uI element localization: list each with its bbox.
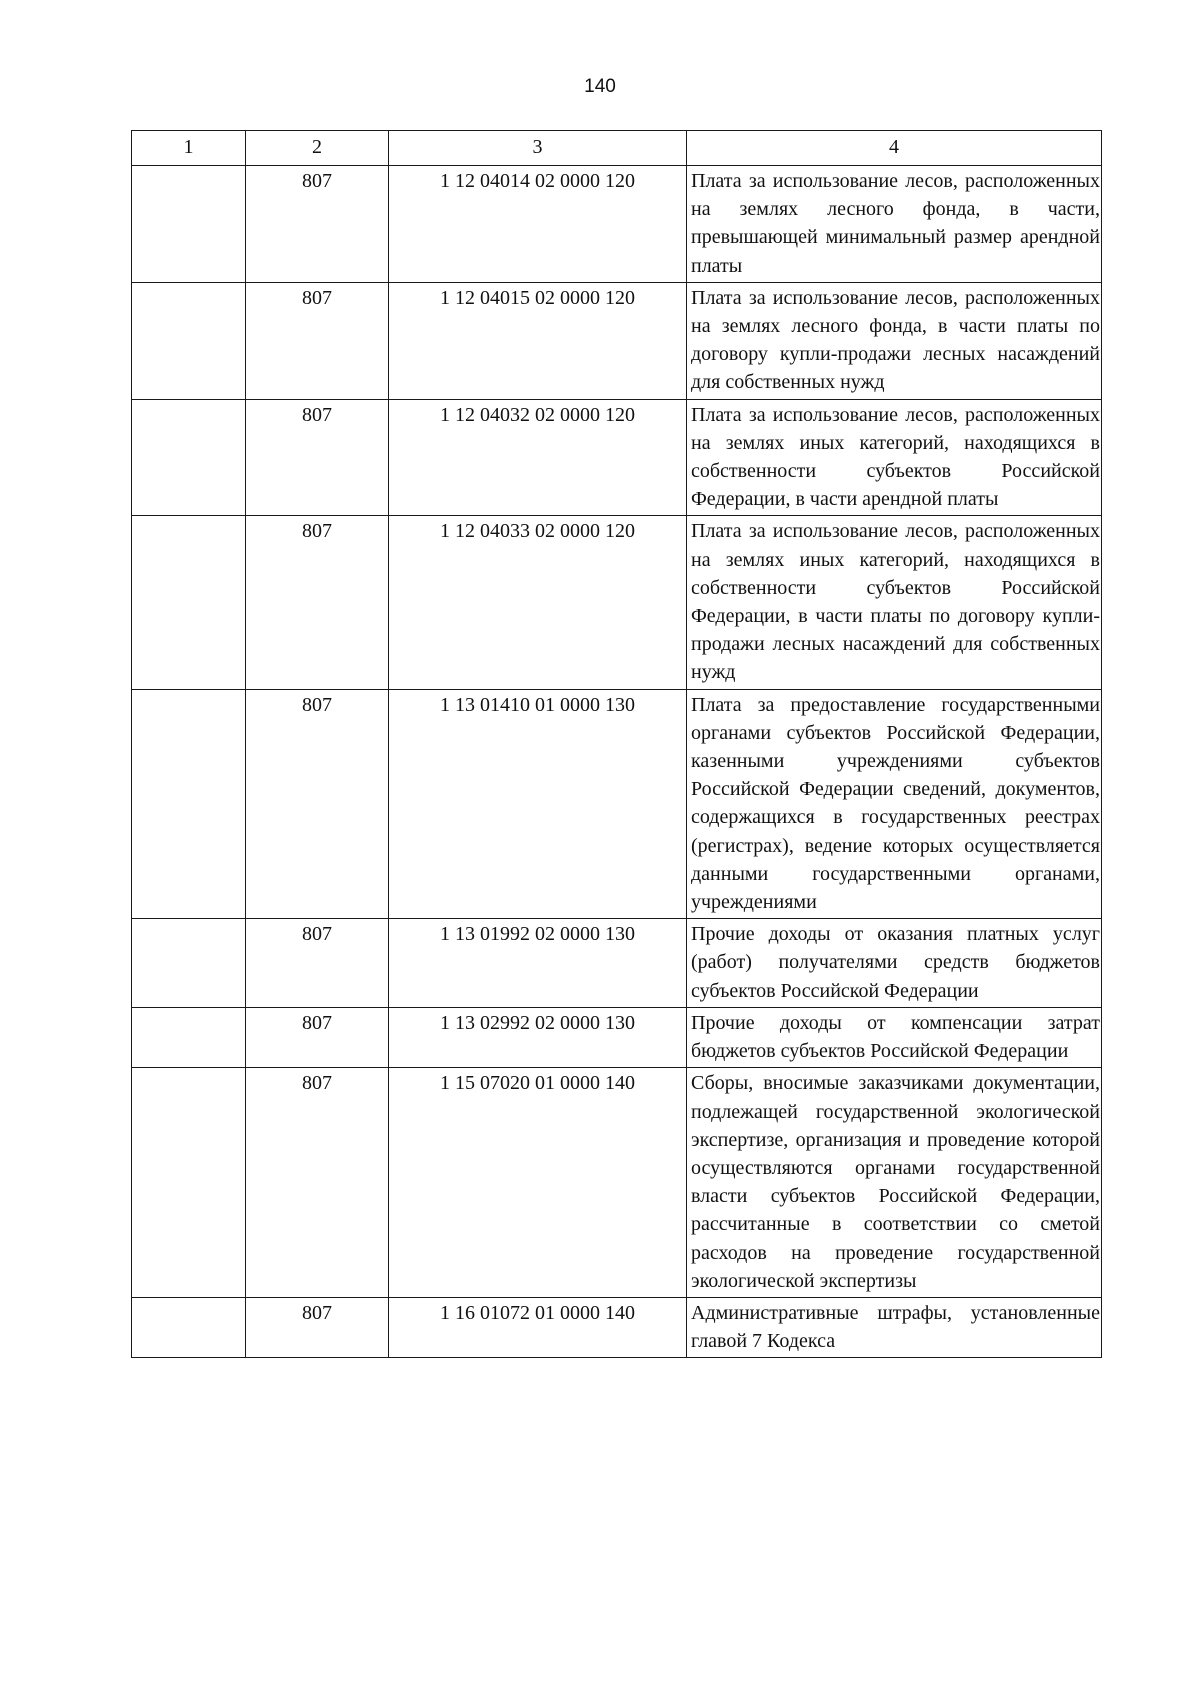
table-row [132, 166, 1102, 283]
administrator-code-cell: 807 [246, 689, 389, 919]
description-cell: Плата за использование лесов, расположенных на землях иных категорий, находящихся в собственности субъектов Российской Федерации, в части арендной платы [687, 399, 1102, 516]
budget-code-cell: 1 13 02992 02 0000 130 [389, 1007, 687, 1067]
table-header-row [132, 131, 1102, 166]
row-number-cell [132, 1068, 246, 1298]
table-row [132, 919, 1102, 1008]
administrator-code-cell: 807 [246, 166, 389, 283]
table-row [132, 282, 1102, 399]
column-header-3: 3 [389, 131, 687, 166]
table-row [132, 399, 1102, 516]
row-number-cell [132, 282, 246, 399]
description-cell: Прочие доходы от компенсации затрат бюджетов субъектов Российской Федерации [687, 1007, 1102, 1067]
administrator-code-cell: 807 [246, 919, 389, 1008]
table-row [132, 689, 1102, 919]
administrator-code-cell: 807 [246, 282, 389, 399]
description-cell: Плата за использование лесов, расположенных на землях лесного фонда, в части платы по договору купли-продажи лесных насаждений для собственных нужд [687, 282, 1102, 399]
column-header-2: 2 [246, 131, 389, 166]
row-number-cell [132, 1007, 246, 1067]
table-row [132, 516, 1102, 689]
description-cell: Плата за использование лесов, расположенных на землях лесного фонда, в части, превышающей минимальный размер арендной платы [687, 166, 1102, 283]
budget-code-cell: 1 15 07020 01 0000 140 [389, 1068, 687, 1298]
table-row [132, 1007, 1102, 1067]
column-header-4: 4 [687, 131, 1102, 166]
budget-code-cell: 1 12 04015 02 0000 120 [389, 282, 687, 399]
row-number-cell [132, 1297, 246, 1357]
description-cell: Прочие доходы от оказания платных услуг (работ) получателями средств бюджетов субъектов Российской Федерации [687, 919, 1102, 1008]
description-cell: Плата за предоставление государственными органами субъектов Российской Федерации, казенными учреждениями субъектов Российской Федерации сведений, документов, содержащихся в государственных реестрах (регистрах), ведение которых осуществляется данными государственными органами, учреждениями [687, 689, 1102, 919]
row-number-cell [132, 689, 246, 919]
budget-code-cell: 1 13 01992 02 0000 130 [389, 919, 687, 1008]
description-cell: Плата за использование лесов, расположенных на землях иных категорий, находящихся в собственности субъектов Российской Федерации, в части платы по договору купли-продажи лесных насаждений для собственных нужд [687, 516, 1102, 689]
administrator-code-cell: 807 [246, 516, 389, 689]
row-number-cell [132, 166, 246, 283]
table-row [132, 1297, 1102, 1357]
row-number-cell [132, 516, 246, 689]
column-header-1: 1 [132, 131, 246, 166]
administrator-code-cell: 807 [246, 1007, 389, 1067]
administrator-code-cell: 807 [246, 399, 389, 516]
table-row [132, 1068, 1102, 1298]
row-number-cell [132, 919, 246, 1008]
administrator-code-cell: 807 [246, 1297, 389, 1357]
page-number: 140 [584, 76, 616, 97]
budget-code-cell: 1 12 04033 02 0000 120 [389, 516, 687, 689]
description-cell: Административные штрафы, установленные главой 7 Кодекса [687, 1297, 1102, 1357]
budget-code-cell: 1 16 01072 01 0000 140 [389, 1297, 687, 1357]
budget-code-cell: 1 12 04032 02 0000 120 [389, 399, 687, 516]
budget-code-cell: 1 12 04014 02 0000 120 [389, 166, 687, 283]
revenue-codes-table [131, 130, 1102, 1358]
description-cell: Сборы, вносимые заказчиками документации, подлежащей государственной экологической экспертизе, организация и проведение которой осуществляются органами государственной власти субъектов Российской Федерации, рассчитанные в соответствии со сметой расходов на проведение государственной экологической экспертизы [687, 1068, 1102, 1298]
row-number-cell [132, 399, 246, 516]
budget-code-cell: 1 13 01410 01 0000 130 [389, 689, 687, 919]
administrator-code-cell: 807 [246, 1068, 389, 1298]
